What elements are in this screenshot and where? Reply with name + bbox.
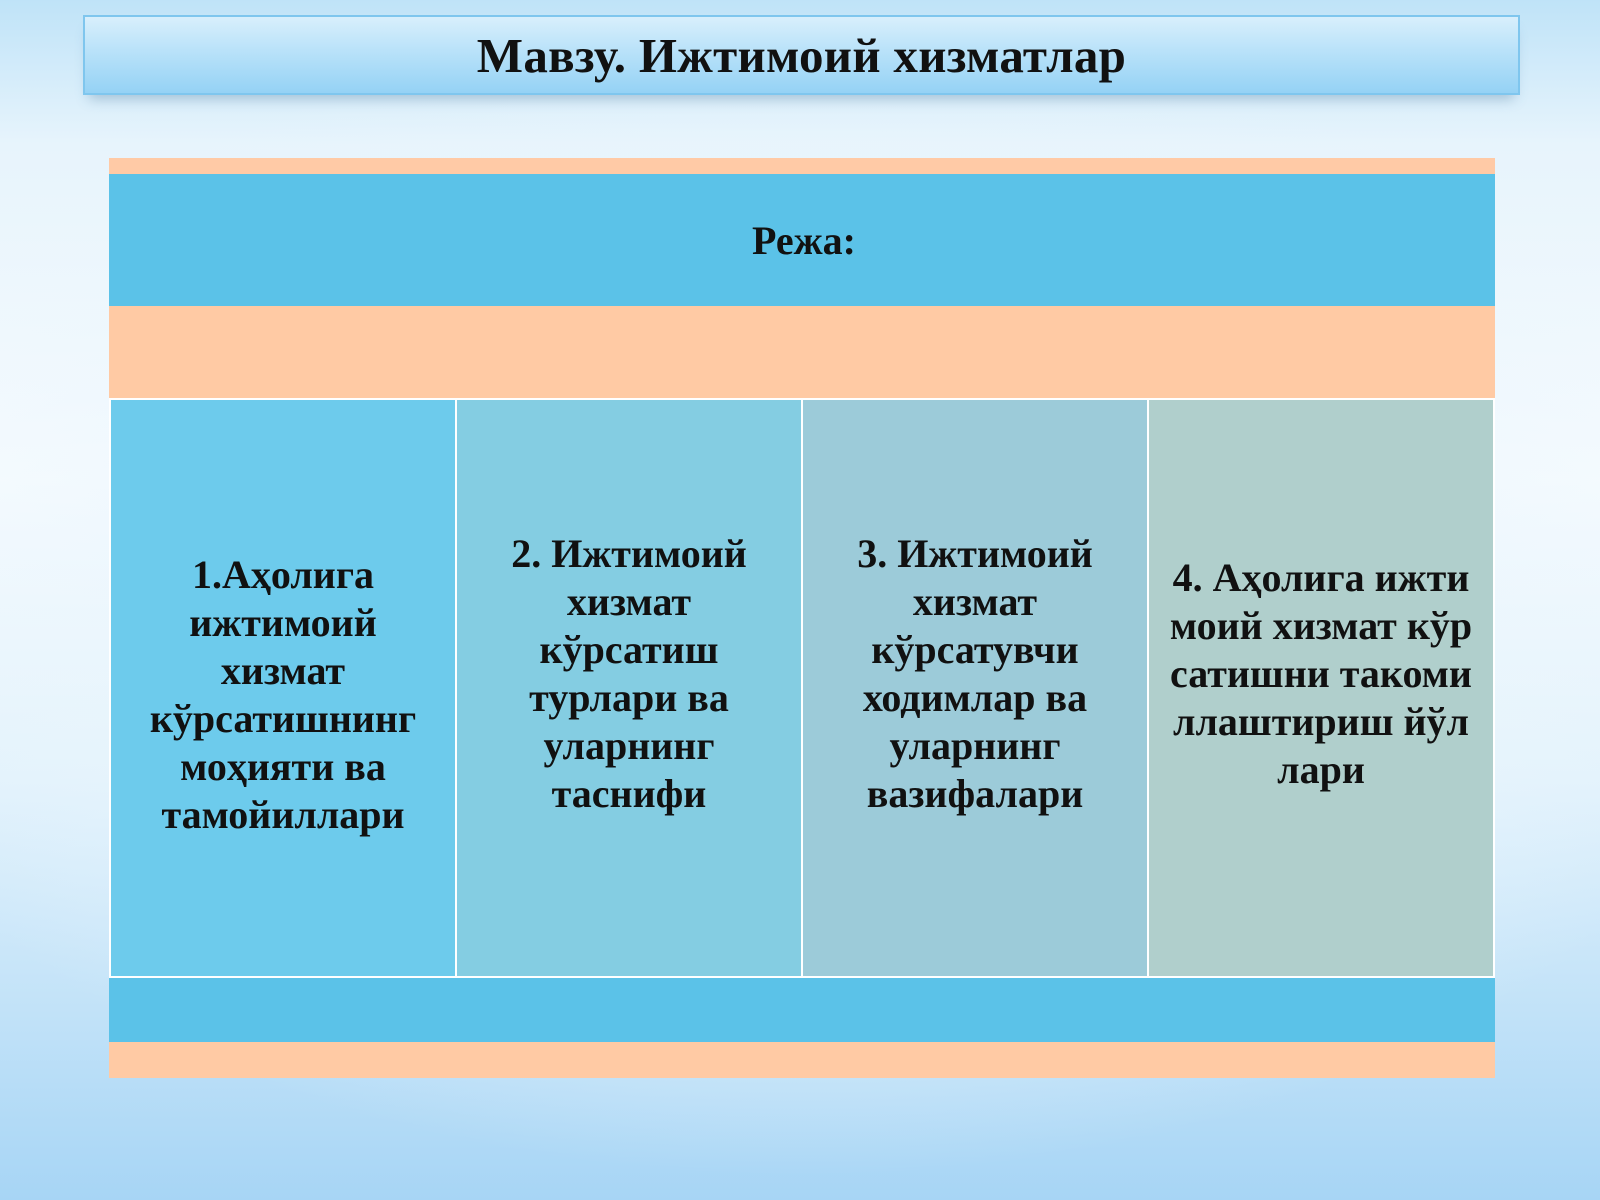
plan-table: [109, 158, 1495, 1078]
peach-band-top: [109, 158, 1495, 174]
plan-items: [109, 398, 1495, 978]
plan-item-3: [803, 398, 1149, 978]
plan-header-band: [109, 174, 1495, 306]
plan-item-4-text: 4. Аҳолига ижтимоий хизмат кўрсатишни такомиллаштириш йўллари: [1169, 555, 1473, 792]
peach-band-middle: [109, 306, 1495, 398]
plan-item-2-text: 2. Ижтимоий хизмат кўрсатиш турлари ва уларнинг таснифи: [511, 531, 747, 816]
blue-band-bottom: [109, 978, 1495, 1042]
title-bar: [83, 15, 1520, 95]
plan-item-1-text: 1.Аҳолига ижтимоий хизмат кўрсатишнинг моҳияти ва тамойиллари: [149, 552, 417, 837]
plan-item-2: [457, 398, 803, 978]
plan-item-4: [1149, 398, 1495, 978]
peach-band-bottom: [109, 1042, 1495, 1078]
slide-title: Мавзу. Ижтимоий хизматлар: [476, 27, 1127, 83]
plan-item-3-text: 3. Ижтимоий хизмат кўрсатувчи ходимлар ва уларнинг вазифалари: [857, 531, 1093, 816]
plan-header: Режа:: [752, 217, 856, 263]
plan-item-1: [109, 398, 457, 978]
